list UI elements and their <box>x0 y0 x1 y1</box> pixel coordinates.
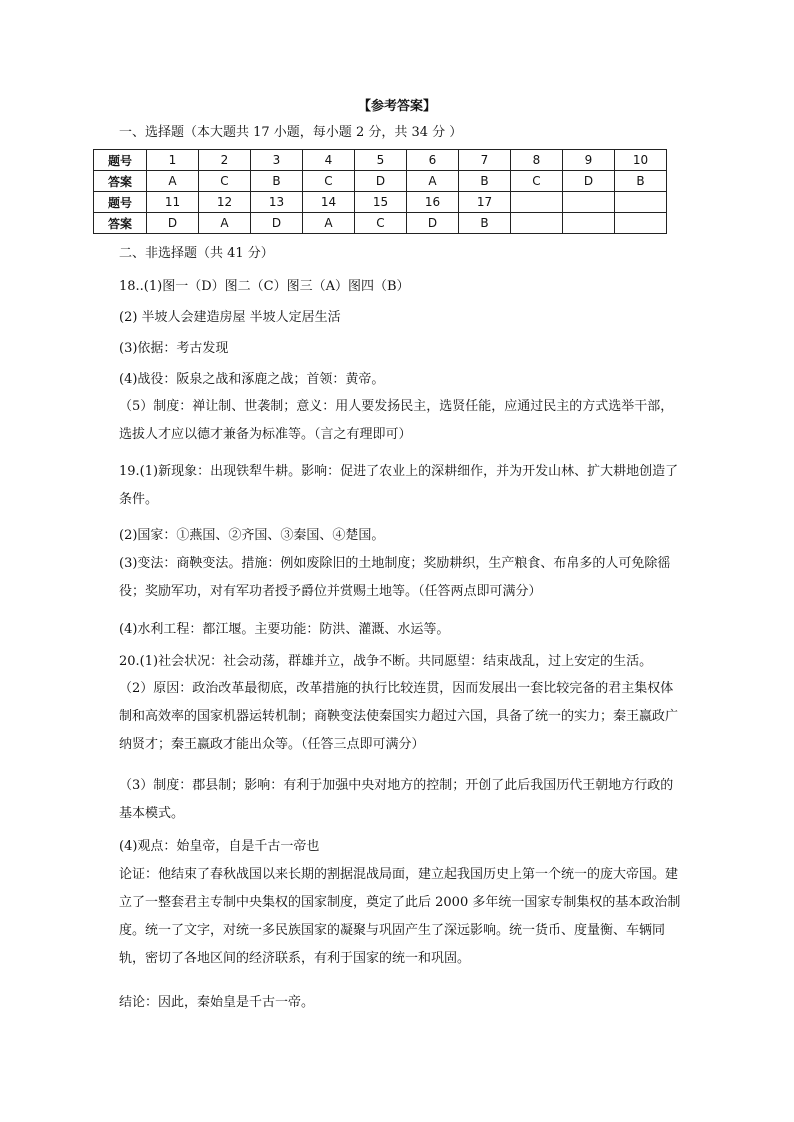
answer-q20-3: （3）制度：郡县制；影响：有利于加强中央对地方的控制；开创了此后我国历代王朝地方行政的基本模式。 <box>119 778 674 821</box>
table-cell: B <box>615 171 667 192</box>
section-heading-non-choice: 二、非选择题（共 41 分） <box>119 246 274 261</box>
answer-argument: 论证：他结束了春秋战国以来长期的割据混战局面，建立起我国历史上第一个统一的庞大帝国。建立了一整套君主专制中央集权的国家制度，奠定了此后 2000 多年统一国家专制集权的基本政治制度。统一了文字，对统一多民族国家的凝聚与巩固产生了深远影响。统一货币、度量衡、车辆同轨，密切了各地区间的经济联系，有利于国家的统一和巩固。 <box>119 867 681 966</box>
table-cell: 5 <box>355 150 407 171</box>
answer-q19-3: (3)变法：商鞅变法。措施：例如废除旧的土地制度；奖励耕织，生产粮食、布帛多的人可免除徭役；奖励军功，对有军功者授予爵位并赏赐土地等。（任答两点即可满分） <box>119 556 671 599</box>
table-cell <box>563 192 615 213</box>
table-cell <box>615 213 667 234</box>
table-cell: D <box>147 213 199 234</box>
table-cell <box>563 213 615 234</box>
table-cell <box>511 192 563 213</box>
answer-q18-3: (3)依据：考古发现 <box>119 341 229 356</box>
row-label: 题号 <box>94 192 147 213</box>
table-row <box>94 150 667 171</box>
table-cell: 7 <box>459 150 511 171</box>
table-cell: 8 <box>511 150 563 171</box>
table-row <box>94 213 667 234</box>
answer-q20-1: 20.(1)社会状况：社会动荡，群雄并立，战争不断。共同愿望：结束战乱，过上安定的生活。 <box>119 654 653 669</box>
table-cell: 12 <box>199 192 251 213</box>
table-cell: D <box>407 213 459 234</box>
table-cell <box>511 213 563 234</box>
table-cell: C <box>199 171 251 192</box>
table-cell: D <box>355 171 407 192</box>
table-cell: D <box>563 171 615 192</box>
table-cell: 6 <box>407 150 459 171</box>
answer-conclusion: 结论：因此，秦始皇是千古一帝。 <box>119 995 315 1010</box>
table-cell: 9 <box>563 150 615 171</box>
row-label: 题号 <box>94 150 147 171</box>
table-cell: A <box>407 171 459 192</box>
section-heading-choice: 一、选择题（本大题共 17 小题，每小题 2 分，共 34 分 ） <box>119 125 463 140</box>
answer-q18-1: 18..(1)图一（D）图二（C）图三（A）图四（B） <box>119 279 410 294</box>
table-cell: C <box>355 213 407 234</box>
table-cell: 17 <box>459 192 511 213</box>
table-cell: D <box>251 213 303 234</box>
answer-q19-4: (4)水利工程：都江堰。主要功能：防洪、灌溉、水运等。 <box>119 622 450 637</box>
answer-q19-1: 19.(1)新现象：出现铁犁牛耕。影响：促进了农业上的深耕细作，并为开发山林、扩大耕地创造了条件。 <box>119 464 679 507</box>
table-cell <box>615 192 667 213</box>
table-cell: C <box>511 171 563 192</box>
table-cell: B <box>251 171 303 192</box>
table-cell: 14 <box>303 192 355 213</box>
page-title: 【参考答案】 <box>357 99 436 114</box>
table-cell: B <box>459 213 511 234</box>
table-cell: 10 <box>615 150 667 171</box>
table-row <box>94 171 667 192</box>
answer-q20-2: （2）原因：政治改革最彻底，改革措施的执行比较连贯，因而发展出一套比较完备的君主集权体制和高效率的国家机器运转机制；商鞅变法使秦国实力超过六国，具备了统一的实力；秦王嬴政广纳贤才；秦王嬴政才能出众等。（任答三点即可满分） <box>119 681 679 752</box>
table-cell: 3 <box>251 150 303 171</box>
table-cell: A <box>147 171 199 192</box>
answer-table <box>93 149 667 234</box>
answer-q20-4: (4)观点：始皇帝，自是千古一帝也 <box>119 839 320 854</box>
answer-q18-5: （5）制度：禅让制、世袭制；意义：用人要发扬民主，选贤任能，应通过民主的方式选举干部，选拔人才应以德才兼备为标准等。（言之有理即可） <box>119 399 674 442</box>
answer-q18-4: (4)战役：阪泉之战和涿鹿之战；首领：黄帝。 <box>119 372 385 387</box>
answer-q19-2: (2)国家：①燕国、②齐国、③秦国、④楚国。 <box>119 528 385 543</box>
table-cell: 4 <box>303 150 355 171</box>
table-cell: B <box>459 171 511 192</box>
table-cell: 11 <box>147 192 199 213</box>
table-cell: C <box>303 171 355 192</box>
table-cell: 15 <box>355 192 407 213</box>
table-cell: 1 <box>147 150 199 171</box>
table-cell: A <box>303 213 355 234</box>
table-row <box>94 192 667 213</box>
answer-q18-2: (2) 半坡人会建造房屋 半坡人定居生活 <box>119 310 341 325</box>
table-cell: 16 <box>407 192 459 213</box>
row-label: 答案 <box>94 213 147 234</box>
table-cell: A <box>199 213 251 234</box>
row-label: 答案 <box>94 171 147 192</box>
table-cell: 13 <box>251 192 303 213</box>
table-cell: 2 <box>199 150 251 171</box>
